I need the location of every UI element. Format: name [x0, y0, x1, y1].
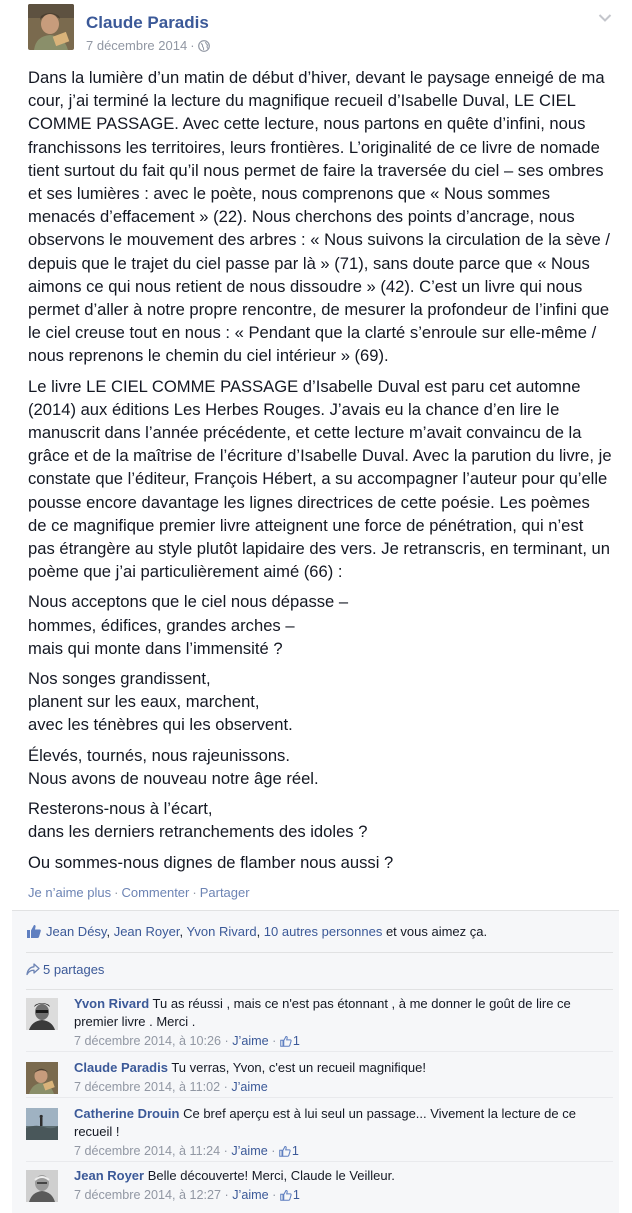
action-separator: ·	[192, 885, 197, 900]
share-icon	[26, 963, 40, 979]
poem-stanza	[28, 851, 612, 874]
comment-text: Belle découverte! Merci, Claude le Veilleur.	[147, 1168, 395, 1183]
comment-time[interactable]: 7 décembre 2014, à 11:24	[74, 1144, 221, 1158]
comment-divider	[26, 1051, 613, 1052]
comment-text: Tu as réussi , mais ce n'est pas étonnant , à me donner le goût de lire ce premier livre . Merci .	[74, 996, 571, 1029]
poem-line: planent sur les eaux, marchent,	[28, 692, 260, 712]
chevron-down-icon[interactable]	[598, 10, 612, 28]
comment-link[interactable]: Commenter	[121, 885, 190, 900]
comment-like-count[interactable]	[280, 1188, 300, 1202]
comment-body	[74, 1167, 614, 1206]
poem	[28, 590, 612, 873]
comment-text: Ce bref aperçu est à lui seul un passage... Vivement la lecture de ce recueil !	[74, 1106, 576, 1139]
poem-stanza	[28, 590, 612, 660]
comment-like-link[interactable]: J’aime	[232, 1188, 269, 1202]
commenter-avatar[interactable]	[26, 1108, 58, 1140]
like-count-value: 1	[291, 1144, 299, 1158]
poem-line: dans les derniers retranchements des idoles ?	[28, 822, 368, 842]
liker-comma: ,	[106, 924, 114, 939]
comment-meta: 7 décembre 2014, à 10:26 · J’aime · 1	[74, 1032, 614, 1052]
divider	[26, 989, 613, 990]
comment	[26, 1167, 614, 1207]
liker-comma: ,	[256, 924, 264, 939]
comment-time[interactable]: 7 décembre 2014, à 10:26	[74, 1034, 222, 1048]
comment	[26, 995, 614, 1047]
liker-link[interactable]: Jean Désy	[46, 924, 107, 939]
action-separator: ·	[114, 885, 119, 900]
poem-stanza	[28, 744, 612, 790]
likes-summary	[26, 923, 487, 942]
thumbs-up-icon	[280, 1188, 292, 1206]
poem-stanza	[28, 797, 612, 843]
comment-meta: 7 décembre 2014, à 11:24 · J’aime · 1	[74, 1142, 614, 1162]
feedback-panel	[12, 910, 619, 1213]
comment-body	[74, 1059, 614, 1096]
comment-like-link[interactable]: J’aime	[231, 1080, 268, 1094]
comment-time[interactable]: 7 décembre 2014, à 11:02	[74, 1080, 221, 1094]
post-date[interactable]: 7 décembre 2014	[86, 38, 188, 53]
comment-author[interactable]: Catherine Drouin	[74, 1106, 180, 1121]
comment-like-link[interactable]: J’aime	[232, 1034, 269, 1048]
poem-line: avec les ténèbres qui les observent.	[28, 715, 293, 735]
shares-link[interactable]	[26, 962, 104, 979]
comment-meta: 7 décembre 2014, à 11:02 · J’aime	[74, 1080, 268, 1094]
like-count-value: 1	[292, 1188, 300, 1202]
thumbs-up-icon	[279, 1144, 291, 1162]
comment-text: Tu verras, Yvon, c'est un recueil magnifique!	[171, 1060, 426, 1075]
comment-divider	[26, 1097, 613, 1098]
comment-author[interactable]: Claude Paradis	[74, 1060, 168, 1075]
poem-line: Nous avons de nouveau notre âge réel.	[28, 768, 319, 788]
poem-stanza	[28, 667, 612, 737]
share-link[interactable]: Partager	[199, 885, 250, 900]
globe-icon[interactable]	[198, 40, 210, 55]
post-paragraph: Le livre LE CIEL COMME PASSAGE d’Isabelle Duval est paru cet automne (2014) aux éditions Les Herbes Rouges. J’avais eu la chance d’en lire le manuscrit dans l’année précédente, et cette lecture m’avait convaincu de la grâce et de la maîtrise de l’écriture d’Isabelle Duval. Avec la parution du livre, je constate que l’éditeur, François Hébert, a su accompagner l’auteur pour qu’elle pousse encore davantage les lignes directrices de cette poésie. Les poèmes de ce magnifique premier livre atteignent une force de pénétration, qui n’est pas étrangère au style plutôt lapidaire des vers. Je retranscris, en terminant, un poème que j’ai particulièrement aimé (66) :	[28, 376, 612, 582]
post-paragraph: Dans la lumière d’un matin de début d’hiver, devant le paysage enneigé de ma cour, j’ai terminé la lecture du magnifique recueil d’Isabelle Duval, LE CIEL COMME PASSAGE. Avec cette lecture, nous partons en quête d’infini, nous franchissons les territoires, leurs frontières. L’originalité de ce livre de nomade tient surtout du fait qu’il nous permet de faire la traversée du ciel – ses ombres et ses lumières : avec le poète, nous comprenons que « Nous sommes menacés d’effacement » (22). Nous cherchons des points d’ancrage, nous observons le mouvement des arbres : « Nous suivons la circulation de la sève / depuis que le trajet du ciel passe par là » (71), sans doute parce que « Nous aimons ce qui nous retient de nous dissoudre » (42). C’est un livre qui nous permet d’aller à notre propre rencontre, de mesurer la profondeur de l’infini que le ciel creuse tout en nous : « Pendant que la clarté s’enroule sur elle-même / nous reprenons le chemin du ciel intérieur » (69).	[28, 68, 610, 366]
poem-line: Nos songes grandissent,	[28, 669, 211, 689]
comment	[26, 1105, 614, 1157]
unlike-link[interactable]: Je n’aime plus	[28, 885, 112, 900]
post-body	[28, 66, 612, 881]
comment-like-link[interactable]: J’aime	[231, 1144, 268, 1158]
comment-divider	[26, 1161, 613, 1162]
post-meta	[86, 38, 210, 55]
liker-link[interactable]: Yvon Rivard	[186, 924, 257, 939]
poem-line: hommes, édifices, grandes arches –	[28, 615, 295, 635]
comment-author[interactable]: Jean Royer	[74, 1168, 145, 1183]
meta-separator: ·	[190, 38, 195, 53]
comment-author[interactable]: Yvon Rivard	[74, 996, 150, 1011]
author-avatar[interactable]	[28, 4, 74, 50]
comment-body	[74, 995, 614, 1052]
comment-meta: 7 décembre 2014, à 12:27 · J’aime · 1	[74, 1186, 614, 1206]
poem-line: Nous acceptons que le ciel nous dépasse –	[28, 592, 349, 612]
poem-line: Ou sommes-nous dignes de flamber nous aussi ?	[28, 852, 394, 872]
others-link[interactable]: 10 autres personnes	[263, 924, 383, 939]
comment-like-count[interactable]	[280, 1034, 300, 1048]
thumbs-up-icon	[26, 923, 42, 942]
shares-label: 5 partages	[43, 962, 105, 977]
thumbs-up-icon	[280, 1034, 292, 1052]
poem-line: Resterons-nous à l’écart,	[28, 799, 213, 819]
comment-like-count[interactable]	[279, 1144, 299, 1158]
comment	[26, 1059, 614, 1099]
poem-line: Élevés, tournés, nous rajeunissons.	[28, 745, 290, 765]
likes-suffix: et vous aimez ça.	[385, 924, 488, 939]
divider	[26, 952, 613, 953]
poem-line: mais qui monte dans l’immensité ?	[28, 638, 283, 658]
like-count-value: 1	[292, 1034, 300, 1048]
liker-comma: ,	[179, 924, 187, 939]
liker-link[interactable]: Jean Royer	[113, 924, 180, 939]
comment-body	[74, 1105, 614, 1162]
commenter-avatar[interactable]	[26, 1170, 58, 1202]
author-name[interactable]: Claude Paradis	[86, 13, 209, 32]
commenter-avatar[interactable]	[26, 1062, 58, 1094]
commenter-avatar[interactable]	[26, 998, 58, 1030]
comment-time[interactable]: 7 décembre 2014, à 12:27	[74, 1188, 222, 1202]
post-actions	[28, 885, 250, 900]
